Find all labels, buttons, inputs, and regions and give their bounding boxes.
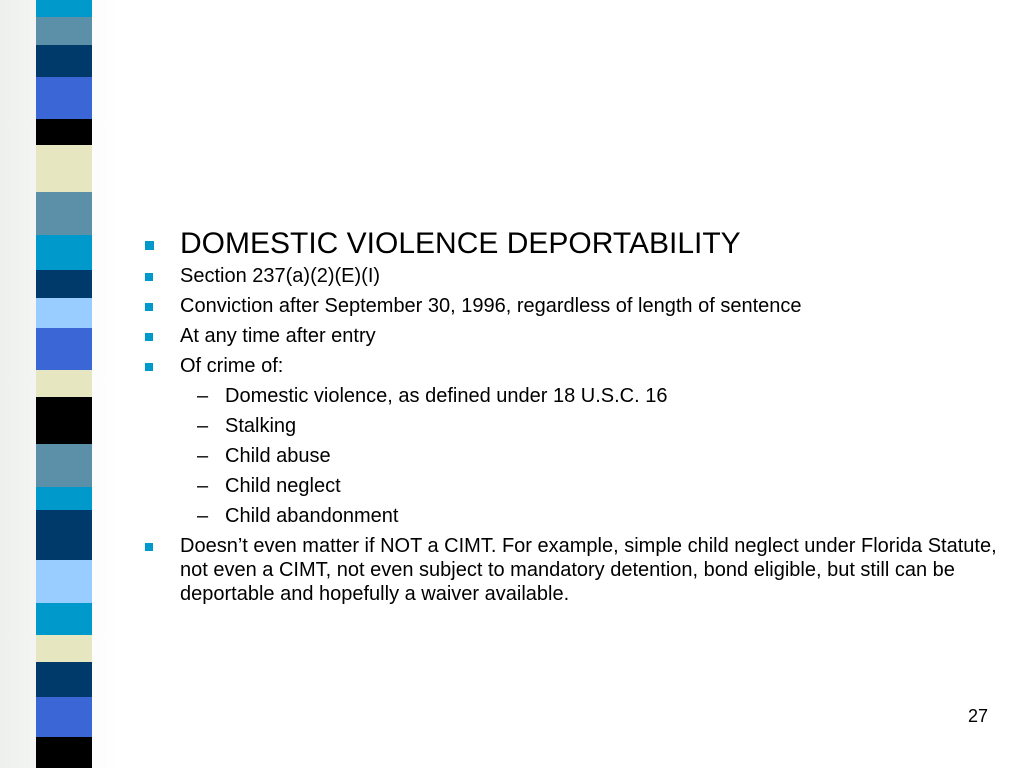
- bullet-item-heading: [141, 226, 1001, 262]
- stripe: [36, 298, 92, 328]
- decorative-stripe-bar: [0, 0, 118, 768]
- bullet-item: [141, 294, 1001, 318]
- sub-bullet-item: [141, 504, 1001, 528]
- dash-bullet: –: [197, 445, 209, 467]
- square-bullet-icon: [145, 273, 153, 281]
- stripe: [36, 235, 92, 270]
- bullet-text: Section 237(a)(2)(E)(I): [180, 265, 381, 287]
- sub-bullet-item: [141, 444, 1001, 468]
- square-bullet-icon: [145, 303, 153, 311]
- bullet-item-note: [141, 534, 1001, 606]
- bullet-item: [141, 264, 1001, 288]
- bullet-text: DOMESTIC VIOLENCE DEPORTABILITY: [180, 227, 741, 260]
- stripe: [36, 77, 92, 119]
- bullet-item: [141, 354, 1001, 378]
- bullet-text: Doesn’t even matter if NOT a CIMT. For example, simple child neglect under Florida Statute, not even a CIMT, not even subject to mandatory detention, bond eligible, but still can be deportable and hopefully a waiver available.: [180, 535, 997, 605]
- stripe: [36, 560, 92, 603]
- stripe: [36, 270, 92, 298]
- square-bullet-icon: [145, 363, 153, 371]
- dash-bullet: –: [197, 475, 209, 497]
- stripe: [36, 603, 92, 635]
- stripe: [36, 119, 92, 145]
- stripe: [36, 487, 92, 510]
- sub-bullet-item: [141, 474, 1001, 498]
- stripe: [36, 370, 92, 397]
- stripe: [36, 662, 92, 697]
- stripe: [36, 635, 92, 662]
- stripe: [36, 697, 92, 737]
- stripe: [36, 397, 92, 444]
- bullet-item: [141, 324, 1001, 348]
- stripe: [36, 737, 92, 768]
- square-bullet-icon: [145, 241, 154, 250]
- square-bullet-icon: [145, 333, 153, 341]
- sub-bullet-text: Child abandonment: [225, 505, 399, 527]
- page-number: 27: [967, 706, 988, 726]
- slide-body: [141, 226, 1001, 612]
- square-bullet-icon: [145, 543, 153, 551]
- sub-bullet-item: [141, 414, 1001, 438]
- bullet-text: Of crime of:: [180, 355, 284, 377]
- stripe: [36, 0, 92, 17]
- bullet-text: Conviction after September 30, 1996, regardless of length of sentence: [180, 295, 802, 317]
- sub-bullet-text: Stalking: [225, 415, 297, 437]
- sub-bullet-text: Child abuse: [225, 445, 331, 467]
- dash-bullet: –: [197, 385, 209, 407]
- stripe: [36, 45, 92, 77]
- sub-bullet-text: Child neglect: [225, 475, 341, 497]
- stripe: [36, 192, 92, 235]
- stripe: [36, 444, 92, 487]
- dash-bullet: –: [197, 505, 209, 527]
- bullet-text: At any time after entry: [180, 325, 376, 347]
- stripe: [36, 145, 92, 192]
- sub-bullet-text: Domestic violence, as defined under 18 U.S.C. 16: [225, 385, 668, 407]
- stripe: [36, 17, 92, 45]
- sub-bullet-item: [141, 384, 1001, 408]
- stripe: [36, 510, 92, 560]
- stripe: [36, 328, 92, 370]
- dash-bullet: –: [197, 415, 209, 437]
